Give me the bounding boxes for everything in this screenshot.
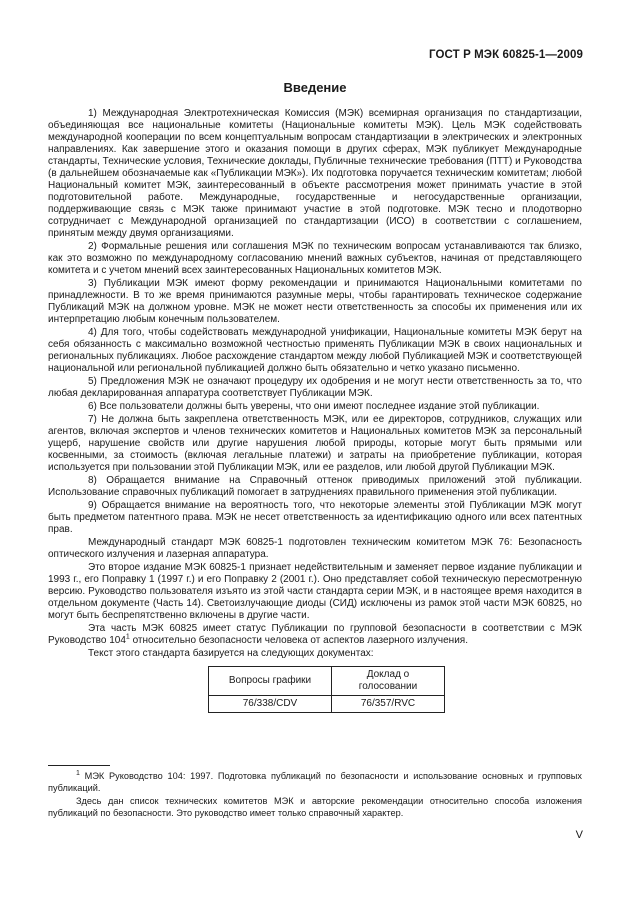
paragraph-1: 1) Международная Электротехническая Комиссия (МЭК) всемирная организация по стандартизации, объединяющая все национальные комитеты (Национальные комитеты МЭК). Цель МЭК содействовать международной кооперации по всем концептуальным вопросам стандартизации в электрических и электронных направлениях. Как завершение этого и оказания помощи в других сферах, МЭК публикует Международные стандарты, Технические условия, Технические доклады, Публичные технические требования (ПТТ) и Руководства (в дальнейшем обозначаемые как «Публикации МЭК»). Их подготовка поручается техническим комитетам; любой Национальный комитет МЭК, заинтересованный в объекте рассмотрения может принимать участие в этой подготовительной работе. Международные, государственные и негосударственные организации, поддерживающие связь с МЭК также принимают участие в этой подготовке. МЭК тесно и плодотворно сотрудничает с Международной организацией по стандартизации (ИСО) в соответствии с соглашением, принятым между двумя организациями. xyxy=(48,108,582,239)
paragraph-9: 9) Обращается внимание на вероятность того, что некоторые элементы этой Публикации МЭК могут быть предметом патентного права. МЭК не несет ответственность за идентификацию одного или всех патентных прав. xyxy=(48,500,582,535)
paragraph-2: 2) Формальные решения или соглашения МЭК по техническим вопросам устанавливаются так близко, как это возможно по международному согласованию мнений важных субъектов, начиная от представляющего комитета и с учетом мнений всех заинтересованных Национальных комитетов МЭК. xyxy=(48,241,582,276)
guide-text-after: относительно безопасности человека от аспектов лазерного излучения. xyxy=(129,635,468,646)
footnote-mark: 1 xyxy=(76,769,80,777)
guide-text-before: Эта часть МЭК 60825 имеет статус Публикации по групповой безопасности в соответствии с МЭК Руководство 104 xyxy=(48,623,582,646)
table-row xyxy=(209,696,445,713)
paragraph-tc76: Международный стандарт МЭК 60825-1 подготовлен техническим комитетом МЭК 76: Безопасность оптического излучения и лазерная аппаратура. xyxy=(48,537,582,560)
introduction-body xyxy=(48,108,582,713)
voting-documents-table xyxy=(208,666,445,713)
table-cell: 76/357/RVC xyxy=(332,696,445,713)
paragraph-3: 3) Публикации МЭК имеют форму рекомендации и принимаются Национальными комитетами по принадлежности. В то же время принимаются разумные меры, чтобы гарантировать техническое содержание Публикаций МЭК на должном уровне. МЭК не может нести ответственность за способы их применения или их интерпретацию любым конечным пользователем. xyxy=(48,278,582,325)
paragraph-4: 4) Для того, чтобы содействовать международной унификации, Национальные комитеты МЭК берут на себя обязанность с максимально возможной честностью применять Публикации МЭК в своих национальных и региональных публикациях. Любое расхождение стандартом между любой Публикацией МЭК и соответствующей национальной или региональной публикацией должно быть обязательно и четко указано письменно. xyxy=(48,327,582,374)
table-header-row xyxy=(209,667,445,696)
paragraph-6: 6) Все пользователи должны быть уверены, что они имеют последнее издание этой публикации. xyxy=(88,401,540,412)
footnote-reference[interactable]: 1 xyxy=(125,633,130,641)
footnote-1 xyxy=(48,771,582,794)
footnote-separator xyxy=(48,765,110,766)
paragraph-second-edition: Это второе издание МЭК 60825-1 признает недействительным и заменяет первое издание публикации и 1993 г., его Поправку 1 (1997 г.) и его Поправку 2 (2001 г.). Оно представляет собой техническую пересмотренную версию. Руководство пользователя изъято из этой части стандарта серии МЭК, и в настоящее время находится в отдельном документе (Часть 14). Светоизлучающие диоды (СИД) исключены из рамок этой части МЭК 60825, но могут быть беспрепятственно включены в другие части. xyxy=(48,562,582,621)
page-number: V xyxy=(575,829,583,841)
table-cell: 76/338/CDV xyxy=(209,696,332,713)
footnote-1-text: МЭК Руководство 104: 1997. Подготовка публикаций по безопасности и использование основных и групповых публикаций. xyxy=(48,771,582,793)
paragraph-8: 8) Обращается внимание на Справочный оттенок приводимых приложений этой публикации. Использование справочных публикаций помогает в затруднениях правильного применения этой публикации. xyxy=(48,475,582,498)
page-title: Введение xyxy=(283,80,347,95)
paragraph-7: 7) Не должна быть закреплена ответственность МЭК, или ее директоров, сотрудников, служащих или агентов, включая экспертов и членов технических комитетов и Национальных комитетов МЭК за персональный ущерб, нарушение свойств или другие нарушения любой природы, которые могут быть прямыми или косвенными, за стоимость (включая легальные платежи) и затраты на приобретение публикации, которая используется при пользовании этой Публикации МЭК, или ее разделов, или любой другой Публикации МЭК. xyxy=(48,414,582,473)
paragraph-table-intro: Текст этого стандарта базируется на следующих документах: xyxy=(88,648,374,659)
footnotes xyxy=(48,771,582,821)
table-header-cell: Доклад о голосовании xyxy=(332,667,445,696)
table-header-cell: Вопросы графики xyxy=(209,667,332,696)
paragraph-5: 5) Предложения МЭК не означают процедуру их одобрения и не могут нести ответственность за то, что любая декларированная аппаратура соответствует Публикации МЭК. xyxy=(48,376,582,399)
footnote-note: Здесь дан список технических комитетов МЭК и авторские рекомендации относительно способа изложения публикаций по безопасности. Это руководство имеет только справочный характер. xyxy=(48,796,582,818)
document-code: ГОСТ Р МЭК 60825-1—2009 xyxy=(429,49,583,61)
paragraph-guide-104 xyxy=(48,623,582,647)
